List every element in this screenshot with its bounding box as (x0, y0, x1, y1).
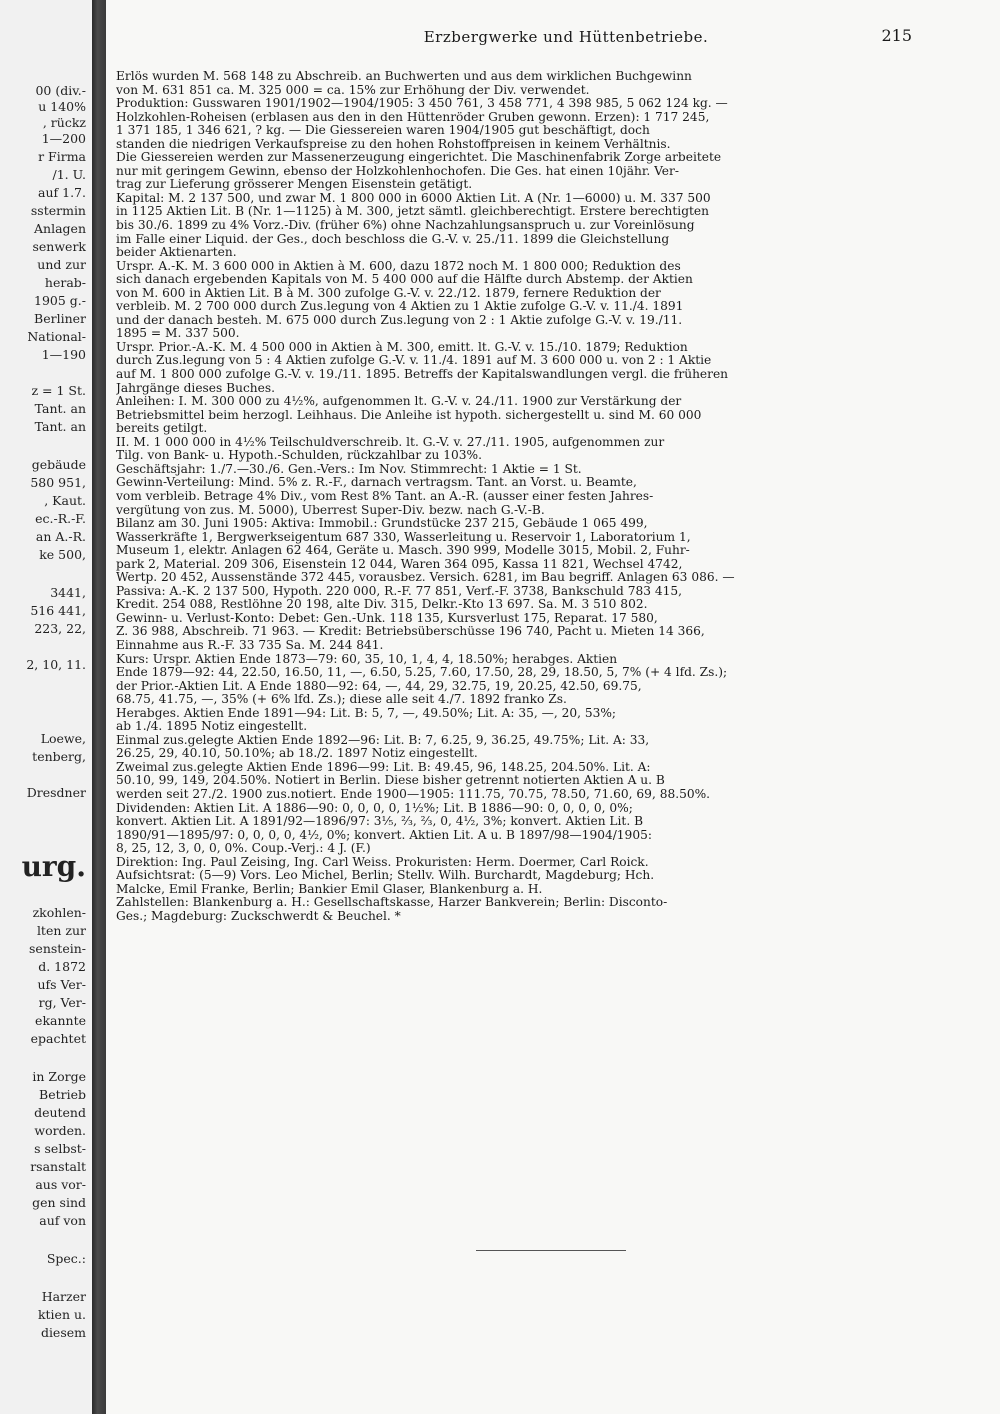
left-page-line: senwerk (32, 239, 86, 254)
text-line: Gewinn-Verteilung: Mind. 5% z. R.-F., darnach vertragsm. Tant. an Vorst. u. Beamte, (116, 476, 637, 490)
left-page-line: Harzer (41, 1289, 86, 1304)
left-page-line: rg, Ver- (38, 995, 86, 1010)
left-page-line: herab- (44, 275, 86, 290)
left-page-line: 223, 22, (34, 621, 86, 636)
left-page-line: und zur (37, 257, 86, 272)
text-line: park 2, Material. 209 306, Eisenstein 12 044, Waren 364 095, Kassa 11 821, Wechsel 4742, (116, 557, 683, 571)
text-line: 1890/91—1895/97: 0, 0, 0, 0, 4½, 0%; konvert. Aktien Lit. A u. B 1897/98—1904/1905: (116, 828, 652, 842)
left-page-line: worden. (34, 1123, 86, 1138)
left-page-line: 1—200 (41, 131, 86, 146)
left-page-line: urg. (21, 850, 86, 883)
left-page-line: ktien u. (37, 1307, 86, 1322)
left-page-line: an A.-R. (35, 529, 86, 544)
left-page-line: ekannte (35, 1013, 86, 1028)
text-line: Betriebsmittel beim herzogl. Leihhaus. Die Anleihe ist hypoth. sichergestellt u. sind M. 60 000 (116, 408, 702, 422)
left-page-line: Berliner (34, 311, 86, 326)
text-line: und der danach besteh. M. 675 000 durch Zus.legung von 2 : 1 Aktie zufolge G.-V. v. 19./11. (116, 313, 683, 327)
left-page-line: d. 1872 (38, 959, 86, 974)
left-page-line: 2, 10, 11. (26, 657, 86, 672)
left-page-line: Dresdner (26, 785, 86, 800)
text-line: Gewinn- u. Verlust-Konto: Debet: Gen.-Unk. 118 135, Kursverlust 175, Reparat. 17 580, (116, 611, 658, 625)
text-line: werden seit 27./2. 1900 zus.notiert. Ende 1900—1905: 111.75, 70.75, 78.50, 71.60, 69, 88.50%. (116, 787, 711, 801)
left-page-line: gebäude (31, 457, 86, 472)
text-line: 1895 = M. 337 500. (116, 327, 240, 341)
left-page-line: rsanstalt (30, 1159, 86, 1174)
left-page-line: 3441, (50, 585, 86, 600)
left-page-line: Loewe, (40, 731, 86, 746)
left-page-line: Tant. an (34, 401, 86, 416)
text-line: Malcke, Emil Franke, Berlin; Bankier Emil Glaser, Blankenburg a. H. (116, 882, 543, 896)
text-line: Herabges. Aktien Ende 1891—94: Lit. B: 5, 7, —, 49.50%; Lit. A: 35, —, 20, 53%; (116, 706, 617, 720)
text-line: beider Aktienarten. (116, 246, 237, 260)
text-line: Z. 36 988, Abschreib. 71 963. — Kredit: Betriebsüberschüsse 196 740, Pacht u. Mieten 14 366, (116, 625, 705, 639)
end-rule (476, 1250, 626, 1251)
text-line: von M. 631 851 ca. M. 325 000 = ca. 15% zur Erhöhung der Div. verwendet. (116, 83, 590, 97)
left-page-line: tenberg, (32, 749, 86, 764)
book-gutter (92, 0, 106, 1414)
text-line: Aufsichtsrat: (5—9) Vors. Leo Michel, Berlin; Stellv. Wilh. Burchardt, Magdeburg; Hch. (116, 869, 655, 883)
text-line: Ende 1879—92: 44, 22.50, 16.50, 11, —, 6.50, 5.25, 7.60, 17.50, 28, 29, 18.50, 5, 7% (+ 4 lfd. Zs.); (116, 666, 728, 680)
text-line: Wasserkräfte 1, Bergwerkseigentum 687 330, Wasserleitung u. Reservoir 1, Laboratorium 1, (116, 530, 691, 544)
left-page-line: auf 1.7. (38, 185, 86, 200)
text-line: Museum 1, elektr. Anlagen 62 464, Geräte u. Masch. 390 999, Modelle 3015, Mobil. 2, Fuhr- (116, 544, 690, 558)
running-head: Erzbergwerke und Hüttenbetriebe. (423, 28, 709, 46)
text-line: vom verbleib. Betrage 4% Div., vom Rest 8% Tant. an A.-R. (ausser einer festen Jahres- (116, 489, 654, 503)
text-line: Einnahme aus R.-F. 33 735 Sa. M. 244 841. (116, 638, 384, 652)
left-page-line: z = 1 St. (31, 383, 86, 398)
left-page-line: National- (27, 329, 86, 344)
text-line: nur mit geringem Gewinn, ebenso der Holzkohlenhochofen. Die Ges. hat einen 10jähr. Ver- (116, 164, 679, 178)
left-page-line: senstein- (29, 941, 86, 956)
text-line: Jahrgänge dieses Buches. (116, 381, 275, 395)
text-line: trag zur Lieferung grösserer Mengen Eisenstein getätigt. (116, 178, 473, 192)
left-page-line: aus vor- (35, 1177, 86, 1192)
left-page-line: 516 441, (30, 603, 86, 618)
text-line: ab 1./4. 1895 Notiz eingestellt. (116, 720, 308, 734)
page-215 (106, 0, 1000, 1414)
text-line: Zahlstellen: Blankenburg a. H.: Gesellschaftskasse, Harzer Bankverein; Berlin: Disconto- (116, 896, 668, 910)
left-page-line: , Kaut. (44, 493, 86, 508)
text-line: vergütung von zus. M. 5000), Überrest Super-Div. bezw. nach G.-V.-B. (116, 503, 545, 517)
text-line: Die Giessereien werden zur Massenerzeugung eingerichtet. Die Maschinenfabrik Zorge arbeitete (116, 151, 722, 165)
left-page-line: zkohlen- (32, 905, 86, 920)
text-line: Dividenden: Aktien Lit. A 1886—90: 0, 0, 0, 0, 1½%; Lit. B 1886—90: 0, 0, 0, 0, 0%; (116, 801, 633, 815)
text-line: im Falle einer Liquid. der Ges., doch beschloss die G.-V. v. 25./11. 1899 die Gleichstellung (116, 232, 670, 246)
text-line: Zweimal zus.gelegte Aktien Ende 1896—99: Lit. B: 49.45, 96, 148.25, 204.50%. Lit. A: (116, 760, 651, 774)
text-line: von M. 600 in Aktien Lit. B à M. 300 zufolge G.-V. v. 22./12. 1879, fernere Reduktion der (116, 286, 661, 300)
page-body-text (116, 70, 916, 923)
left-page-fragment (0, 0, 92, 1414)
left-page-line: deutend (34, 1105, 86, 1120)
left-page-line: sstermin (30, 203, 86, 218)
text-line: Einmal zus.gelegte Aktien Ende 1892—96: Lit. B: 7, 6.25, 9, 36.25, 49.75%; Lit. A: 33, (116, 733, 650, 747)
left-page-line: Spec.: (46, 1251, 86, 1266)
left-page-line: ufs Ver- (37, 977, 86, 992)
text-line: Produktion: Gusswaren 1901/1902—1904/1905: 3 450 761, 3 458 771, 4 398 985, 5 062 124 kg. — (116, 97, 728, 111)
text-line: Erlös wurden M. 568 148 zu Abschreib. an Buchwerten und aus dem wirklichen Buchgewinn (116, 70, 692, 83)
left-page-line: 1—190 (41, 347, 86, 362)
text-line: sich danach ergebenden Kapitals von M. 5 400 000 auf die Hälfte durch Abstemp. der Aktien (116, 273, 693, 287)
text-line: Urspr. A.-K. M. 3 600 000 in Aktien à M. 600, dazu 1872 noch M. 1 800 000; Reduktion des (116, 259, 681, 273)
left-page-line: auf von (39, 1213, 86, 1228)
left-page-line: r Firma (38, 149, 86, 164)
left-page-line: 1905 g.- (34, 293, 86, 308)
left-page-line: Betrieb (39, 1087, 86, 1102)
text-line: Passiva: A.-K. 2 137 500, Hypoth. 220 000, R.-F. 77 851, Verf.-F. 3738, Bankschuld 783 415, (116, 584, 682, 598)
text-line: Kurs: Urspr. Aktien Ende 1873—79: 60, 35, 10, 1, 4, 4, 18.50%; herabges. Aktien (116, 652, 618, 666)
text-line: konvert. Aktien Lit. A 1891/92—1896/97: 3⅕, ⅔, ⅔, 0, 4½, 3%; konvert. Aktien Lit. B (116, 815, 644, 829)
text-line: Kredit. 254 088, Restlöhne 20 198, alte Div. 315, Delkr.-Kto 13 697. Sa. M. 3 510 802. (116, 598, 648, 612)
text-line: 26.25, 29, 40.10, 50.10%; ab 18./2. 1897 Notiz eingestellt. (116, 747, 478, 761)
text-line: Kapital: M. 2 137 500, und zwar M. 1 800 000 in 6000 Aktien Lit. A (Nr. 1—6000) u. M. 337 500 (116, 191, 711, 205)
left-page-line: lten zur (36, 923, 86, 938)
text-line: standen die niedrigen Verkaufspreise zu den hohen Rohstoffpreisen in keinem Verhältnis. (116, 137, 671, 151)
left-page-line: in Zorge (32, 1069, 86, 1084)
text-line: durch Zus.legung von 5 : 4 Aktien zufolge G.-V. v. 11./4. 1891 auf M. 3 600 000 u. von 2 : 1 Aktie (116, 354, 712, 368)
left-page-line: ke 500, (39, 547, 86, 562)
left-page-line: diesem (40, 1325, 86, 1340)
left-page-line: /1. U. (52, 167, 86, 182)
text-line: Ges.; Magdeburg: Zuckschwerdt & Beuchel. * (116, 909, 401, 923)
text-line: Anleihen: I. M. 300 000 zu 4½%, aufgenommen lt. G.-V. v. 24./11. 1900 zur Verstärkung der (116, 395, 682, 409)
text-line: Geschäftsjahr: 1./7.—30./6. Gen.-Vers.: Im Nov. Stimmrecht: 1 Aktie = 1 St. (116, 462, 582, 476)
text-line: in 1125 Aktien Lit. B (Nr. 1—1125) à M. 300, jetzt sämtl. gleichberechtigt. Erstere berechtigten (116, 205, 709, 219)
left-page-line: 00 (div.- (35, 83, 86, 98)
text-line: Bilanz am 30. Juni 1905: Aktiva: Immobil.: Grundstücke 237 215, Gebäude 1 065 499, (116, 517, 648, 531)
text-line: Direktion: Ing. Paul Zeising, Ing. Carl Weiss. Prokuristen: Herm. Doermer, Carl Roick. (116, 855, 649, 869)
left-page-line: u 140% (38, 99, 86, 114)
text-line: Holzkohlen-Roheisen (erblasen aus den in den Hüttenröder Gruben gewonn. Erzen): 1 717 245, (116, 110, 710, 124)
text-line: der Prior.-Aktien Lit. A Ende 1880—92: 64, —, 44, 29, 32.75, 19, 20.25, 42.50, 69.75, (116, 679, 642, 693)
text-line: II. M. 1 000 000 in 4½% Teilschuldverschreib. lt. G.-V. v. 27./11. 1905, aufgenommen zur (116, 435, 665, 449)
text-line: Urspr. Prior.-A.-K. M. 4 500 000 in Aktien à M. 300, emitt. lt. G.-V. v. 15./10. 1879; Reduktion (116, 340, 688, 354)
text-line: 8, 25, 12, 3, 0, 0, 0%. Coup.-Verj.: 4 J. (F.) (116, 842, 371, 856)
text-line: 68.75, 41.75, —, 35% (+ 6% lfd. Zs.); diese alle seit 4./7. 1892 franko Zs. (116, 693, 567, 707)
text-line: 50.10, 99, 149, 204.50%. Notiert in Berlin. Diese bisher getrennt notierten Aktien A u. B (116, 774, 665, 788)
left-page-line: Anlagen (34, 221, 86, 236)
left-page-line: ec.-R.-F. (35, 511, 86, 526)
left-page-line: s selbst- (34, 1141, 86, 1156)
text-line: Wertp. 20 452, Aussenstände 372 445, vorausbez. Versich. 6281, im Bau begriff. Anlagen 63 086. — (116, 571, 735, 585)
text-line: bis 30./6. 1899 zu 4% Vorz.-Div. (früher 6%) ohne Nachzahlungsanspruch u. zur Voreinlösung (116, 219, 695, 233)
left-page-line: gen sind (32, 1195, 86, 1210)
left-page-line: 580 951, (30, 475, 86, 490)
text-line: Tilg. von Bank- u. Hypoth.-Schulden, rückzahlbar zu 103%. (116, 449, 482, 463)
text-line: bereits getilgt. (116, 422, 208, 436)
left-page-line: epachtet (30, 1031, 86, 1046)
text-line: 1 371 185, 1 346 621, ? kg. — Die Giessereien waren 1904/1905 gut beschäftigt, doch (116, 124, 650, 138)
text-line: verbleib. M. 2 700 000 durch Zus.legung von 4 Aktien zu 1 Aktie zufolge G.-V. v. 11./4. 1891 (116, 300, 684, 314)
left-page-line: Tant. an (34, 419, 86, 434)
page-number: 215 (881, 26, 912, 45)
text-line: auf M. 1 800 000 zufolge G.-V. v. 19./11. 1895. Betreffs der Kapitalswandlungen vergl. die früheren (116, 368, 729, 382)
left-page-line: , rückz (42, 115, 86, 130)
